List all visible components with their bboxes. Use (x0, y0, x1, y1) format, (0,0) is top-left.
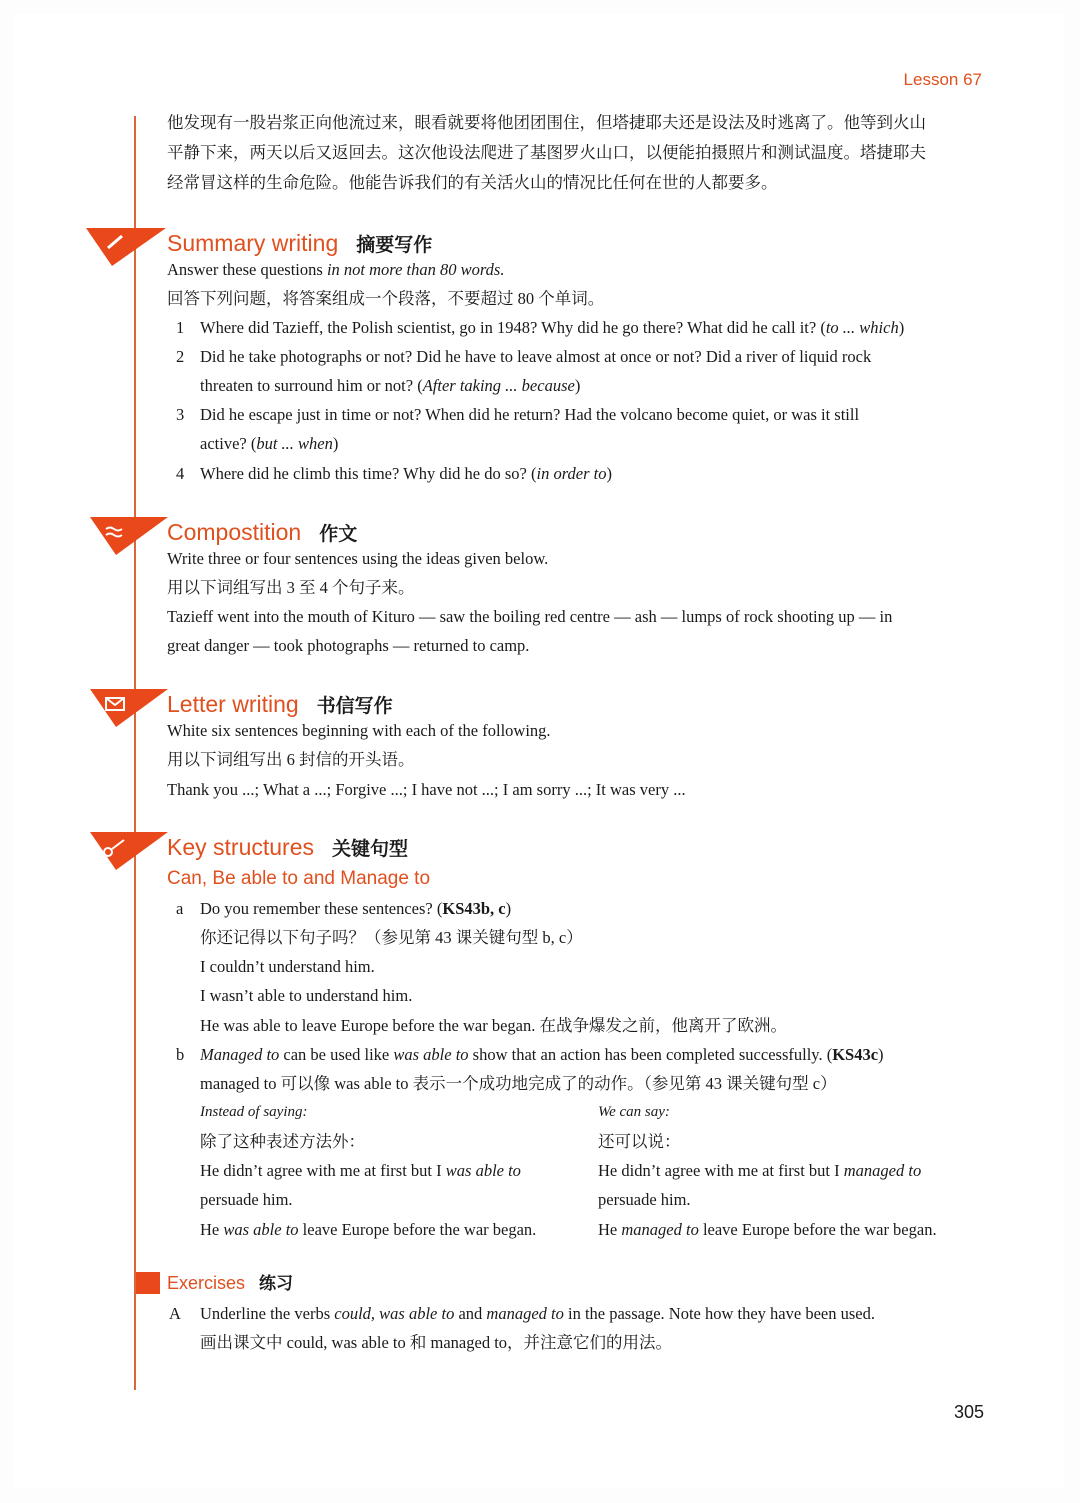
intro-line-3: 经常冒这样的生命危险。他能告诉我们的有关活火山的情况比任何在世的人都要多。 (167, 173, 778, 192)
b-text: show that an action has been completed successfully. ( (468, 1045, 833, 1064)
summary-title: Summary writing (167, 230, 339, 256)
b-text: can be used like (279, 1045, 394, 1064)
key-icon (86, 830, 168, 870)
q-hint: but ... when (256, 434, 333, 453)
key-title-cn: 关键句型 (332, 839, 409, 860)
item-label: b (176, 1045, 185, 1064)
left-example-1 (200, 1156, 521, 1185)
ex-italic: managed to (486, 1304, 564, 1323)
right-column-heading (598, 1098, 670, 1127)
ex-italic: was able to (445, 1161, 521, 1180)
composition-ideas-line-2: great danger — took photographs — returned to camp. (167, 636, 530, 655)
envelope-icon (86, 687, 168, 727)
question-number: 1 (176, 318, 185, 337)
ex-text: leave Europe before the war began. (298, 1220, 537, 1239)
question-4 (200, 459, 612, 488)
margin-rule (134, 116, 136, 1390)
q-ref: KS43b, c (442, 899, 506, 918)
key-a-question-cn: 你还记得以下句子吗？（参见第 43 课关键句型 b, c） (200, 928, 583, 947)
left-example-1-end: persuade him. (200, 1190, 293, 1209)
q-text: active? ( (200, 434, 257, 453)
q-text: Do you remember these sentences? ( (200, 899, 443, 918)
composition-instruction-cn: 用以下词组写出 3 至 4 个句子来。 (167, 578, 415, 597)
exercises-marker (136, 1272, 160, 1294)
composition-title: Compostition (167, 519, 302, 545)
intro-line-1: 他发现有一股岩浆正向他流过来，眼看就要将他团团围住，但塔捷耶夫还是设法及时逃离了。他等到火山 (167, 113, 926, 132)
key-subtitle: Can, Be able to and Manage to (167, 868, 431, 889)
ex-text: and (454, 1304, 487, 1323)
q-hint: in order to (536, 464, 607, 483)
ex-text: He didn’t agree with me at first but I (598, 1161, 844, 1180)
ex-text: He (598, 1220, 622, 1239)
question-number: 2 (176, 347, 185, 366)
letter-openings: Thank you ...; What a ...; Forgive ...; I have not ...; I am sorry ...; It was very ... (167, 780, 686, 799)
q-close: ) (505, 899, 512, 918)
ex-italic: managed to (621, 1220, 699, 1239)
page-number: 305 (953, 1402, 984, 1422)
ex-italic: was able to (223, 1220, 299, 1239)
left-example-2 (200, 1215, 536, 1244)
composition-ideas-line-1: Tazieff went into the mouth of Kituro — saw the boiling red centre — ash — lumps of rock shooting up — in (167, 607, 893, 626)
ex-text: He (200, 1220, 224, 1239)
composition-title-cn: 作文 (319, 524, 358, 545)
key-a-sentence-3: He was able to leave Europe before the war began. 在战争爆发之前，他离开了欧洲。 (200, 1016, 787, 1035)
ex-text: He didn’t agree with me at first but I (200, 1161, 446, 1180)
key-title: Key structures (167, 834, 314, 860)
item-label: A (169, 1304, 181, 1323)
instr-text: Answer these questions (167, 260, 327, 279)
key-a-sentence-1: I couldn’t understand him. (200, 957, 375, 976)
col-head: We can say: (598, 1104, 670, 1120)
right-example-2 (598, 1215, 937, 1244)
q-hint: to ... which (825, 318, 899, 337)
letter-instruction: White six sentences beginning with each of the following. (167, 721, 551, 740)
b-close: ) (878, 1045, 884, 1064)
exercise-a-cn: 画出课文中 could, was able to 和 managed to，并注意它们的用法。 (200, 1333, 673, 1352)
waves-icon (86, 515, 168, 555)
exercises-title: Exercises (167, 1273, 246, 1293)
left-column-heading (200, 1098, 307, 1127)
lesson-label: Lesson 67 (903, 70, 982, 89)
b-ref: KS43c (832, 1045, 879, 1064)
ex-text: leave Europe before the war began. (698, 1220, 937, 1239)
question-number: 3 (176, 405, 185, 424)
q-close: ) (574, 376, 581, 395)
exercise-a (200, 1299, 875, 1328)
letter-instruction-cn: 用以下词组写出 6 封信的开头语。 (167, 750, 415, 769)
ex-text: in the passage. Note how they have been used. (563, 1304, 875, 1323)
right-column-heading-cn: 还可以说： (598, 1132, 681, 1151)
instr-italic: in not more than 80 words. (326, 260, 505, 279)
pencil-icon (86, 226, 168, 266)
letter-title-cn: 书信写作 (316, 696, 393, 717)
right-example-1 (598, 1156, 921, 1185)
question-1 (200, 313, 904, 342)
col-head: Instead of saying: (200, 1104, 308, 1120)
composition-instruction: Write three or four sentences using the ideas given below. (167, 549, 549, 568)
q-text: Where did Tazieff, the Polish scientist, go in 1948? Why did he go there? What did he call it? ( (200, 318, 826, 337)
q-close: ) (606, 464, 612, 483)
key-heading (167, 832, 408, 865)
right-example-1-end: persuade him. (598, 1190, 691, 1209)
key-a-sentence-2: I wasn’t able to understand him. (200, 986, 413, 1005)
q-text: threaten to surround him or not? ( (200, 376, 423, 395)
question-2-line-1: Did he take photographs or not? Did he have to leave almost at once or not? Did a river of liquid rock (200, 347, 872, 366)
key-a-question (200, 894, 511, 923)
q-text: Where did he climb this time? Why did he do so? ( (200, 464, 537, 483)
summary-title-cn: 摘要写作 (356, 235, 433, 256)
summary-instruction (167, 255, 504, 284)
question-3-line-1: Did he escape just in time or not? When did he return? Had the volcano become quiet, or was it still (200, 405, 860, 424)
exercises-heading (167, 1270, 293, 1297)
left-column-heading-cn: 除了这种表述方法外： (200, 1132, 365, 1151)
b-italic: Managed to (200, 1045, 280, 1064)
key-b-explanation (200, 1040, 884, 1069)
intro-line-2: 平静下来，两天以后又返回去。这次他设法爬进了基图罗火山口，以便能拍摄照片和测试温度。塔捷耶夫 (167, 143, 926, 162)
ex-italic: could, was able to (334, 1304, 455, 1323)
question-number: 4 (176, 464, 185, 483)
question-2-line-2 (200, 371, 580, 400)
ex-text: Underline the verbs (200, 1304, 335, 1323)
question-3-line-2 (200, 429, 338, 458)
key-b-explanation-cn: managed to 可以像 was able to 表示一个成功地完成了的动作。（参见第 43 课关键句型 c） (200, 1074, 837, 1093)
q-close: ) (332, 434, 339, 453)
ex-italic: managed to (843, 1161, 922, 1180)
q-close: ) (898, 318, 905, 337)
b-italic: was able to (393, 1045, 469, 1064)
item-label: a (176, 899, 184, 918)
letter-title: Letter writing (167, 691, 299, 717)
summary-instruction-cn: 回答下列问题，将答案组成一个段落，不要超过 80 个单词。 (167, 289, 605, 308)
exercises-title-cn: 练习 (259, 1274, 294, 1293)
q-hint: After taking ... because (422, 376, 575, 395)
